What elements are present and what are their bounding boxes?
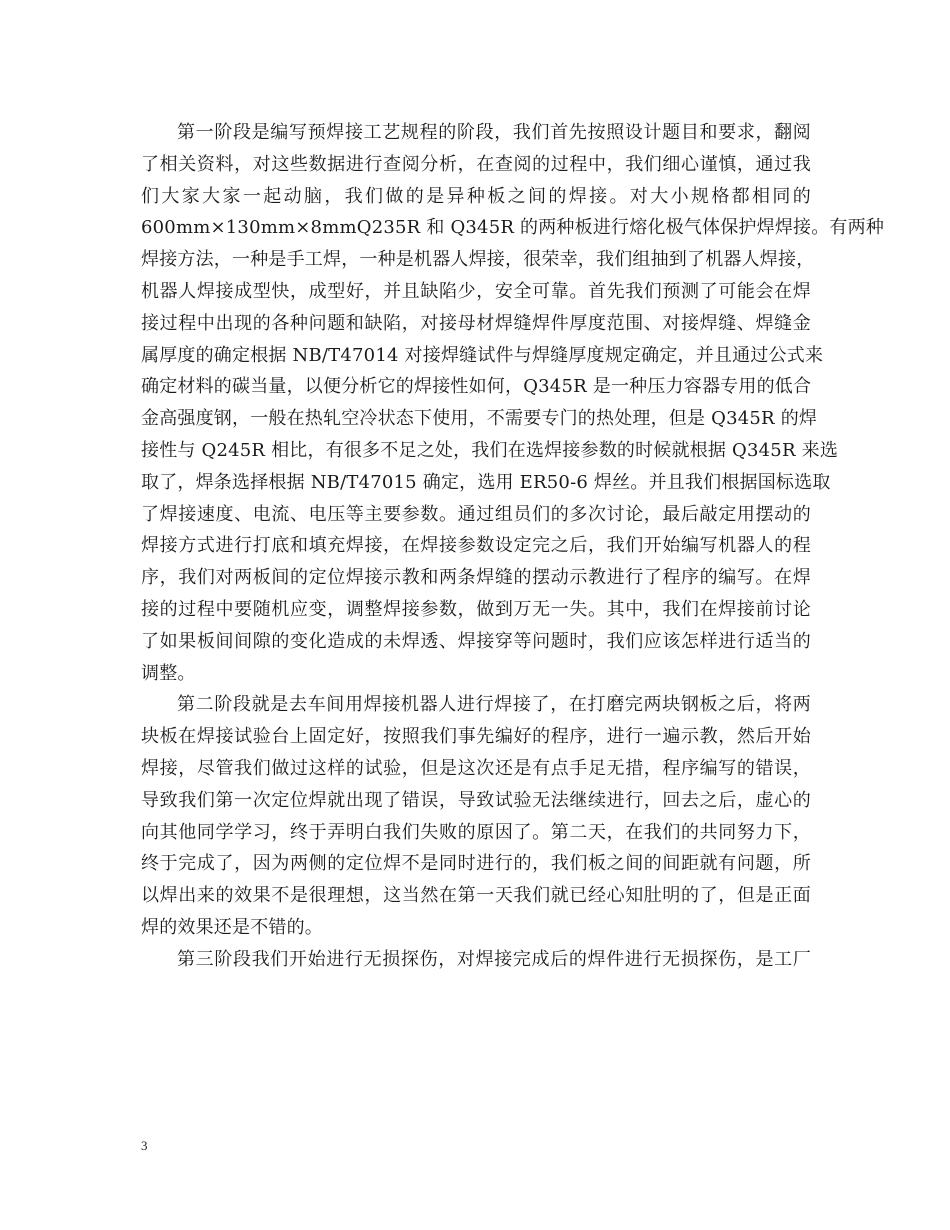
text-line: 们大家大家一起动脑，我们做的是异种板之间的焊接。对大小规格都相同的: [141, 185, 811, 207]
text-line: 块板在焊接试验台上固定好，按照我们事先编好的程序，进行一遍示教，然后开始: [141, 726, 811, 748]
text-line: 确定材料的碳当量，以便分析它的焊接性如何，Q345R 是一种压力容器专用的低合: [141, 376, 812, 398]
text-line: 第一阶段是编写预焊接工艺规程的阶段，我们首先按照设计题目和要求，翻阅: [177, 122, 811, 143]
text-line: 金高强度钢，一般在热轧空冷状态下使用，不需要专门的热处理，但是 Q345R 的焊: [141, 408, 818, 430]
text-line: 600mm×130mm×8mmQ235R 和 Q345R 的两种板进行熔化极气体保护焊焊接。有两种: [141, 217, 885, 239]
text-line: 终于完成了，因为两侧的定位焊不是同时进行的，我们板之间的间距就有问题，所: [141, 853, 811, 875]
text-line: 向其他同学学习，终于弄明白我们失败的原因了。第二天，在我们的共同努力下，: [141, 821, 811, 843]
text-line: 调整。: [141, 662, 196, 684]
text-line: 属厚度的确定根据 NB/T47014 对接焊缝试件与焊缝厚度规定确定，并且通过公式来: [141, 344, 824, 366]
text-line: 以焊出来的效果不是很理想，这当然在第一天我们就已经心知肚明的了，但是正面: [141, 885, 811, 907]
text-line: 接的过程中要随机应变，调整焊接参数，做到万无一失。其中，我们在焊接前讨论: [141, 598, 811, 620]
text-line: 了焊接速度、电流、电压等主要参数。通过组员们的多次讨论，最后敲定用摆动的: [141, 503, 811, 525]
text-line: 接过程中出现的各种问题和缺陷，对接母材焊缝焊件厚度范围、对接焊缝、焊缝金: [141, 312, 811, 334]
paragraph-stage-one: [141, 117, 885, 689]
paragraph-stage-two: [141, 689, 811, 943]
text-line: 导致我们第一次定位焊就出现了错误，导致试验无法继续进行，回去之后，虚心的: [141, 789, 811, 811]
text-line: 机器人焊接成型快，成型好，并且缺陷少，安全可靠。首先我们预测了可能会在焊: [141, 280, 811, 302]
text-line: 了如果板间间隙的变化造成的未焊透、焊接穿等问题时，我们应该怎样进行适当的: [141, 630, 811, 652]
paragraph-stage-three: [141, 944, 811, 976]
body-text: [141, 117, 885, 976]
page-number: 3: [141, 1138, 148, 1153]
text-line: 序，我们对两板间的定位焊接示教和两条焊缝的摆动示教进行了程序的编写。在焊: [141, 567, 811, 589]
text-line: 焊接，尽管我们做过这样的试验，但是这次还是有点手足无措，程序编写的错误，: [141, 757, 811, 779]
text-line: 接性与 Q245R 相比，有很多不足之处，我们在选焊接参数的时候就根据 Q345R 来选: [141, 439, 839, 461]
text-line: 焊的效果还是不错的。: [141, 916, 323, 938]
text-line: 了相关资料，对这些数据进行查阅分析，在查阅的过程中，我们细心谨慎，通过我: [141, 153, 811, 175]
text-line: 焊接方式进行打底和填充焊接，在焊接参数设定完之后，我们开始编写机器人的程: [141, 535, 811, 557]
text-line: 第三阶段我们开始进行无损探伤，对焊接完成后的焊件进行无损探伤，是工厂: [177, 948, 811, 970]
text-line: 焊接方法，一种是手工焊，一种是机器人焊接，很荣幸，我们组抽到了机器人焊接，: [141, 249, 815, 271]
text-line: 取了，焊条选择根据 NB/T47015 确定，选用 ER50-6 焊丝。并且我们根据国标选取: [141, 471, 831, 493]
text-line: 第二阶段就是去车间用焊接机器人进行焊接了，在打磨完两块钢板之后，将两: [177, 694, 811, 716]
